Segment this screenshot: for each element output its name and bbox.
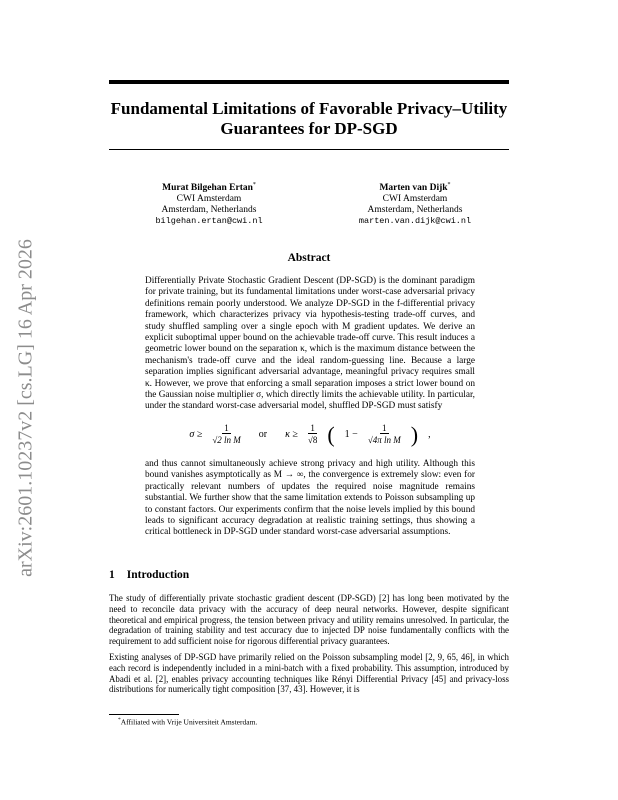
fraction-numerator: 1 <box>382 423 387 434</box>
paper-title: Fundamental Limitations of Favorable Privacy–Utility Guarantees for DP-SGD <box>110 99 508 138</box>
equation-kappa-lhs: κ ≥ <box>285 429 298 441</box>
display-equation <box>145 415 475 455</box>
fraction-denominator: √4π ln M <box>367 435 401 446</box>
author-1 <box>119 180 299 227</box>
equation-inner-fraction <box>368 423 401 446</box>
author-email: marten.van.dijk@cwi.nl <box>358 216 472 227</box>
equation-sigma-lhs: σ ≥ <box>189 429 203 441</box>
author-mark: * <box>252 182 256 188</box>
abstract-paragraph-1: Differentially Private Stochastic Gradient Descent (DP-SGD) is the dominant paradigm for private training, but its fundamental limitations under worst-case adversarial privacy definitions remain poorly understood. We analyze DP-SGD in the f-differential privacy framework, which characterizes privacy via hypothesis-testing trade-off curves, and study shuffled sampling over a single epoch with M gradient updates. We derive an explicit suboptimal upper bound on the achievable trade-off curve. This result induces a geometric lower bound on the separation κ, which is the maximum distance between the mechanism's trade-off curve and the ideal random-guessing line. Because a large separation implies significant adversarial advantage, meaningful privacy requires small κ. However, we prove that enforcing a small separation imposes a strict lower bound on the Gaussian noise multiplier σ, which directly limits the achievable utility. In particular, under the standard worst-case adversarial model, shuffled DP-SGD must satisfy <box>145 276 475 412</box>
author-affiliation: CWI Amsterdam <box>176 194 242 205</box>
equation-or: or <box>258 429 268 441</box>
arxiv-identifier: arXiv:2601.10237v2 [cs.LG] 16 Apr 2026 <box>14 239 37 577</box>
title-top-rule <box>109 80 509 84</box>
abstract-heading: Abstract <box>287 252 331 264</box>
abstract-paragraph-2: and thus cannot simultaneously achieve strong privacy and high utility. Although this bound vanishes asymptotically as M → ∞, the convergence is extremely slow: even for practically relevant numbers of updates the required noise magnitude remains substantial. We further show that the same limitation extends to Poisson subsampling up to constant factors. Our experiments confirm that the noise levels implied by this bound leads to significant accuracy degradation at realistic training settings, thus showing a critical bottleneck in DP-SGD under standard worst-case adversarial assumptions. <box>145 458 475 538</box>
title-bottom-rule <box>109 149 509 150</box>
right-paren-glyph: ) <box>410 421 419 447</box>
author-affiliation: CWI Amsterdam <box>382 194 448 205</box>
section-heading <box>109 569 189 581</box>
author-name: Murat Bilgehan Ertan <box>162 183 253 194</box>
section-title: Introduction <box>126 569 190 581</box>
equation-sigma-fraction <box>212 423 240 446</box>
abstract-body <box>145 276 475 539</box>
fraction-numerator: 1 <box>224 423 229 434</box>
intro-paragraph-1: The study of differentially private stochastic gradient descent (DP-SGD) [2] has long been motivated by the need to reconcile data privacy with the accuracy of deep neural networks. However, despite significant theoretical and empirical progress, the tension between privacy and utility remains unresolved. In particular, the degradation of training stability and test accuracy due to injected DP noise fundamentally conflicts with the requirement to add sufficient noise for rigorous differential privacy guarantees. <box>109 593 509 647</box>
footnote-rule <box>109 714 179 715</box>
fraction-denominator: √2 ln M <box>212 435 241 446</box>
author-location: Amsterdam, Netherlands <box>367 205 463 216</box>
intro-body <box>109 593 509 700</box>
arxiv-sidebar <box>12 228 40 588</box>
footnote-text: Affiliated with Vrije Universiteit Amsterdam. <box>120 717 258 727</box>
author-block <box>109 180 509 230</box>
footnote-mark: * <box>118 717 121 723</box>
intro-paragraph-2: Existing analyses of DP-SGD have primarily relied on the Poisson subsampling model [2, 9, 65, 46], in which each record is independently included in a mini-batch with a fixed probability. This assumption, introduced by Abadi et al. [2], enables privacy accounting techniques like Rényi Differential Privacy [45] and privacy-loss distributions for numerically tight composition [37, 43]. However, it is <box>109 651 509 695</box>
author-2 <box>325 180 505 227</box>
left-paren-glyph: ( <box>327 421 335 447</box>
author-mark: * <box>447 182 451 188</box>
equation-kappa-fraction <box>308 423 317 446</box>
author-name: Marten van Dijk <box>379 183 448 194</box>
fraction-denominator: √8 <box>307 435 318 446</box>
footnote <box>118 717 257 727</box>
equation-inner-left: 1 − <box>344 429 358 441</box>
fraction-numerator: 1 <box>310 423 315 434</box>
author-email: bilgehan.ertan@cwi.nl <box>155 216 263 227</box>
author-location: Amsterdam, Netherlands <box>161 205 257 216</box>
section-number: 1 <box>109 569 115 581</box>
equation-trailing: , <box>428 429 431 441</box>
